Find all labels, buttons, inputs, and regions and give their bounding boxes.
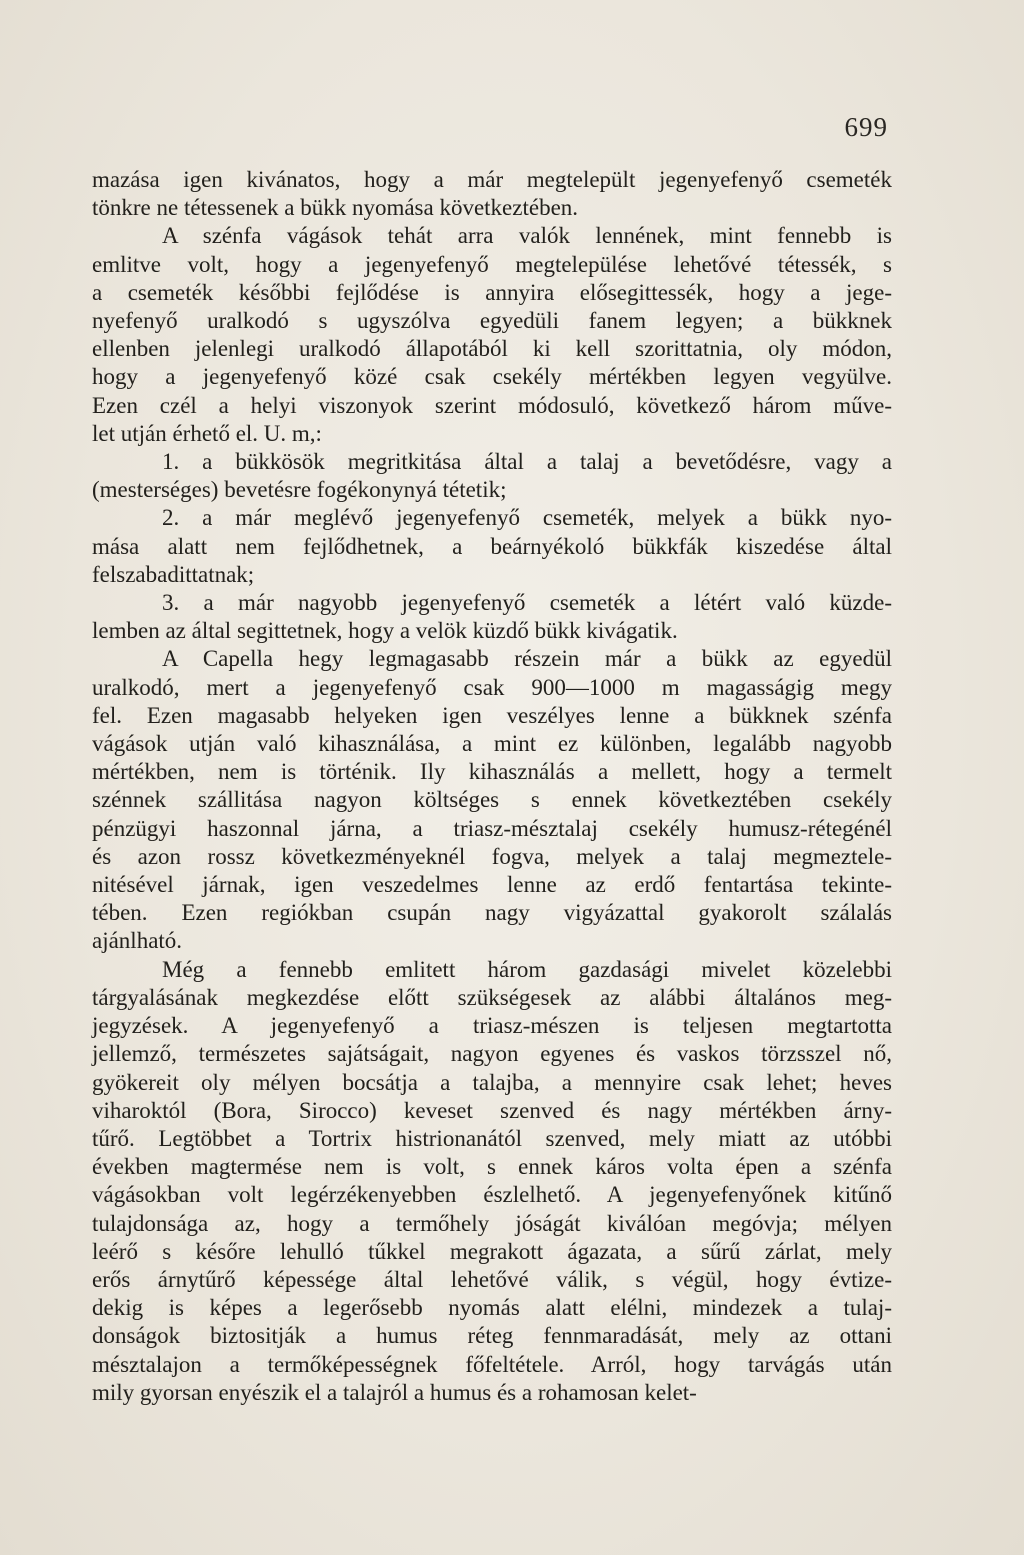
text-line: 3. a már nagyobb jegenyefenyő csemeték a létért való küzde- (162, 590, 892, 616)
text-line: és azon rossz következményeknél fogva, melyek a talaj megmeztele- (92, 843, 892, 869)
text-line: fel. Ezen magasabb helyeken igen veszélyes lenne a bükknek szénfa (92, 702, 892, 728)
text-line: vágásokban volt legérzékenyebben észlelhető. A jegenyefenyőnek kitűnő (92, 1182, 892, 1208)
paragraph (92, 956, 892, 1407)
text-line: tárgyalásának megkezdése előtt szükségesek az alábbi általános meg- (92, 984, 892, 1010)
body-text (92, 166, 892, 1407)
text-line: erős árnytűrő képessége által lehetővé válik, s végül, hogy évtize- (92, 1266, 892, 1292)
paragraph (92, 166, 892, 222)
text-line: 1. a bükkösök megritkitása által a talaj a bevetődésre, vagy a (162, 449, 892, 475)
text-line: ellenben jelenlegi uralkodó állapotából ki kell szorittatnia, oly módon, (92, 336, 892, 362)
text-line: mása alatt nem fejlődhetnek, a beárnyékoló bükkfák kiszedése által (92, 533, 892, 559)
text-line: viharoktól (Bora, Sirocco) keveset szenved és nagy mértékben árny- (92, 1097, 892, 1123)
text-line: uralkodó, mert a jegenyefenyő csak 900—1000 m magasságig megy (92, 674, 892, 700)
text-line: hogy a jegenyefenyő közé csak csekély mértékben legyen vegyülve. (92, 364, 892, 390)
text-line: (mesterséges) bevetésre fogékonynyá tétetik; (92, 477, 507, 503)
text-line: felszabadittatnak; (92, 561, 255, 587)
text-line: nyefenyő uralkodó s ugyszólva egyedüli fanem legyen; a bükknek (92, 308, 892, 334)
text-line: tében. Ezen regiókban csupán nagy vigyázattal gyakorolt szálalás (92, 900, 892, 926)
text-line: tűrő. Legtöbbet a Tortrix histrionanától szenved, mely miatt az utóbbi (92, 1125, 892, 1151)
text-line: szénnek szállitása nagyon költséges s ennek következtében csekély (92, 787, 892, 813)
text-line: jegyzések. A jegenyefenyő a triasz-mészen is teljesen megtartotta (92, 1013, 892, 1039)
text-line: pénzügyi haszonnal járna, a triasz-mésztalaj csekély humusz-rétegénél (92, 815, 892, 841)
text-line: mértékben, nem is történik. Ily kihasználás a mellett, hogy a termelt (92, 759, 892, 785)
text-line: mésztalajon a termőképességnek főfeltétele. Arról, hogy tarvágás után (92, 1351, 892, 1377)
text-line: ajánlható. (92, 928, 183, 954)
paragraph (92, 589, 892, 645)
page-number: 699 (844, 112, 888, 142)
text-line: években magtermése nem is volt, s ennek káros volta épen a szénfa (92, 1154, 892, 1180)
text-line: vágások utján való kihasználása, a mint ez különben, legalább nagyobb (92, 731, 892, 757)
text-line: let utján érhető el. U. m,: (92, 420, 322, 446)
text-line: mily gyorsan enyészik el a talajról a humus és a rohamosan kelet- (92, 1379, 697, 1405)
text-line: jellemző, természetes sajátságait, nagyon egyenes és vaskos törzsszel nő, (92, 1041, 892, 1067)
text-line: mazása igen kivánatos, hogy a már megtelepült jegenyefenyő csemeték (92, 167, 892, 192)
text-line: emlitve volt, hogy a jegenyefenyő megtelepülése lehetővé tétessék, s (92, 251, 892, 277)
text-line: Még a fennebb emlitett három gazdasági mivelet közelebbi (162, 956, 892, 982)
text-line: nitésével járnak, igen veszedelmes lenne az erdő fentartása tekinte- (92, 872, 892, 898)
text-line: dekig is képes a legerősebb nyomás alatt elélni, mindezek a tulaj- (92, 1295, 892, 1321)
text-line: A Capella hegy legmagasabb részein már a bükk az egyedül (162, 646, 892, 672)
text-line: tönkre ne tétessenek a bükk nyomása következtében. (92, 195, 579, 221)
text-line: Ezen czél a helyi viszonyok szerint módosuló, következő három műve- (92, 392, 892, 418)
text-line: a csemeték későbbi fejlődése is annyira elősegittessék, hogy a jege- (92, 279, 892, 305)
text-line: donságok biztositják a humus réteg fennmaradását, mely az ottani (92, 1323, 892, 1349)
text-line: lemben az által segittetnek, hogy a velök küzdő bükk kivágatik. (92, 618, 678, 644)
paragraph (92, 645, 892, 955)
paragraph (92, 448, 892, 504)
text-line: gyökereit oly mélyen bocsátja a talajba, a mennyire csak lehet; heves (92, 1069, 892, 1095)
paragraph (92, 222, 892, 448)
text-line: A szénfa vágások tehát arra valók lennének, mint fennebb is (162, 223, 892, 249)
text-line: tulajdonsága az, hogy a termőhely jóságát kiválóan megóvja; mélyen (92, 1210, 892, 1236)
text-line: leérő s későre lehulló tűkkel megrakott ágazata, a sűrű zárlat, mely (92, 1238, 892, 1264)
paragraph (92, 504, 892, 589)
text-line: 2. a már meglévő jegenyefenyő csemeték, melyek a bükk nyo- (162, 505, 892, 531)
